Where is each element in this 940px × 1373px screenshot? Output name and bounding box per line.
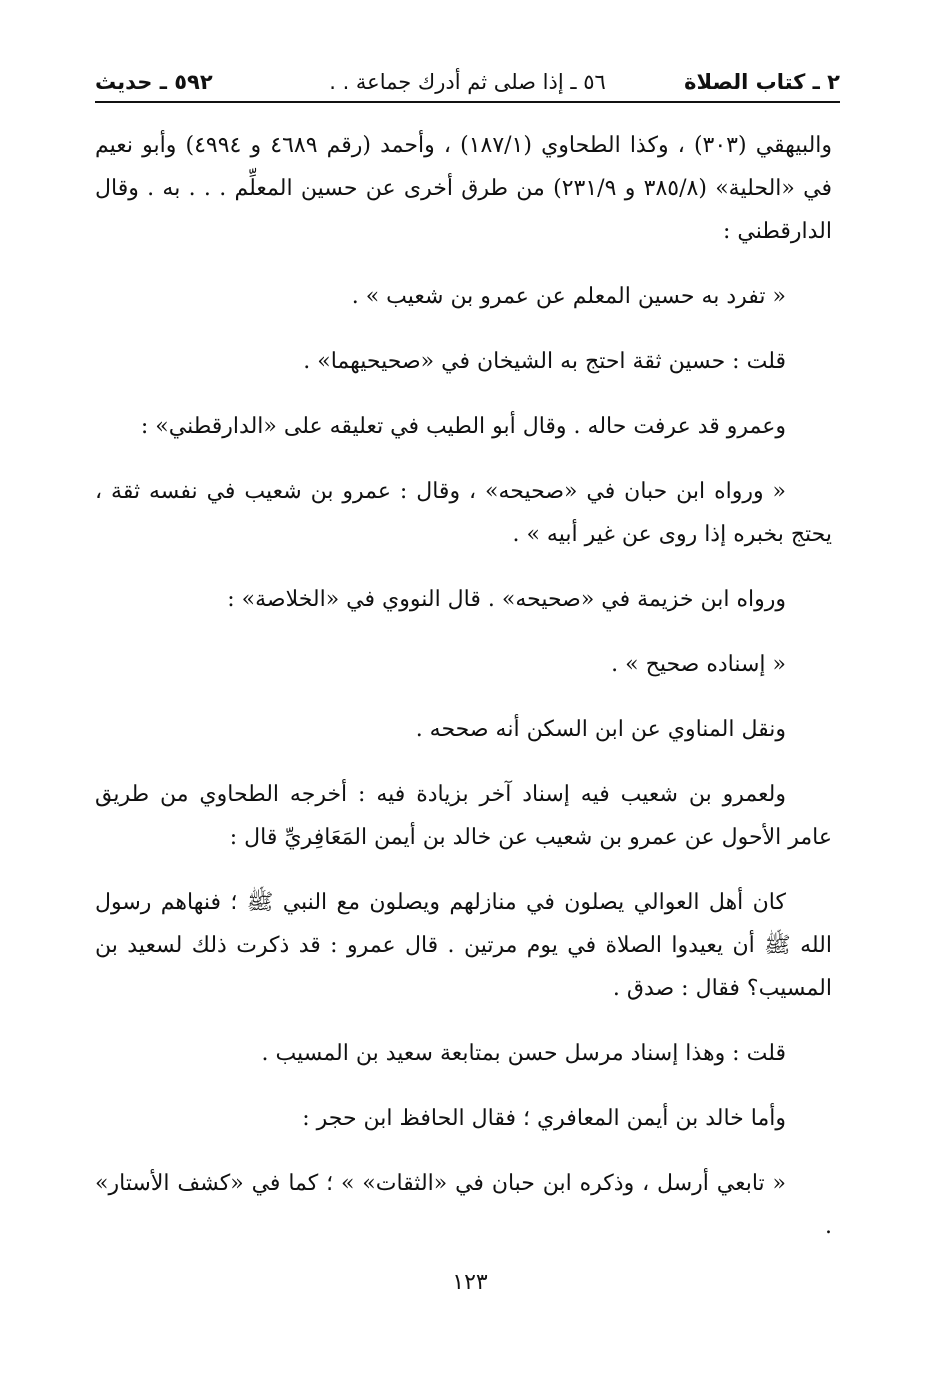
page-body — [95, 124, 832, 1270]
paragraph: والبيهقي (٣٠٣) ، وكذا الطحاوي (١٨٧/١) ، وأحمد (رقم ٤٦٨٩ و ٤٩٩٤) وأبو نعيم في «الحلية» (٣٨٥/٨ و ٢٣١/٩) من طرق أخرى عن حسين المعلِّم . . . به . وقال الدارقطني : — [95, 133, 833, 244]
paragraph: « تفرد به حسين المعلم عن عمرو بن شعيب » . — [351, 284, 786, 309]
header-rule — [95, 101, 840, 103]
paragraph: ولعمرو بن شعيب فيه إسناد آخر بزيادة فيه : أخرجه الطحاوي من طريق عامر الأحول عن عمرو بن شعيب عن خالد بن أيمن المَعَافِريِّ قال : — [95, 782, 832, 850]
paragraph: وأما خالد بن أيمن المعافري ؛ فقال الحافظ ابن حجر : — [302, 1106, 786, 1131]
paragraph: ورواه ابن خزيمة في «صحيحه» . قال النووي في «الخلاصة» : — [227, 587, 786, 612]
paragraph: كان أهل العوالي يصلون في منازلهم ويصلون مع النبي ﷺ ؛ فنهاهم رسول الله ﷺ أن يعيدوا الصلاة في يوم مرتين . قال عمرو : قد ذكرت ذلك لسعيد بن المسيب؟ فقال : صدق . — [95, 890, 832, 1001]
chapter-title: ٢ ـ كتاب الصلاة — [684, 70, 840, 94]
paragraph: ونقل المناوي عن ابن السكن أنه صححه . — [415, 717, 786, 742]
paragraph: « ورواه ابن حبان في «صحيحه» ، وقال : عمرو بن شعيب في نفسه ثقة ، يحتج بخبره إذا روى عن غير أبيه » . — [95, 479, 832, 547]
hadith-number: ٥٩٢ ـ حديث — [95, 70, 213, 94]
paragraph: قلت : حسين ثقة احتج به الشيخان في «صحيحيهما» . — [303, 349, 786, 374]
paragraph: قلت : وهذا إسناد مرسل حسن بمتابعة سعيد بن المسيب . — [261, 1041, 786, 1066]
paragraph: « إسناده صحيح » . — [611, 652, 786, 677]
paragraph: وعمرو قد عرفت حاله . وقال أبو الطيب في تعليقه على «الدارقطني» : — [140, 414, 786, 439]
paragraph: « تابعي أرسل ، وذكره ابن حبان في «الثقات» » ؛ كما في «كشف الأستار» . — [95, 1171, 832, 1239]
running-header — [95, 62, 840, 102]
page-number: ١٢٣ — [452, 1270, 488, 1295]
section-title: ٥٦ ـ إذا صلى ثم أدرك جماعة . . — [329, 70, 606, 94]
